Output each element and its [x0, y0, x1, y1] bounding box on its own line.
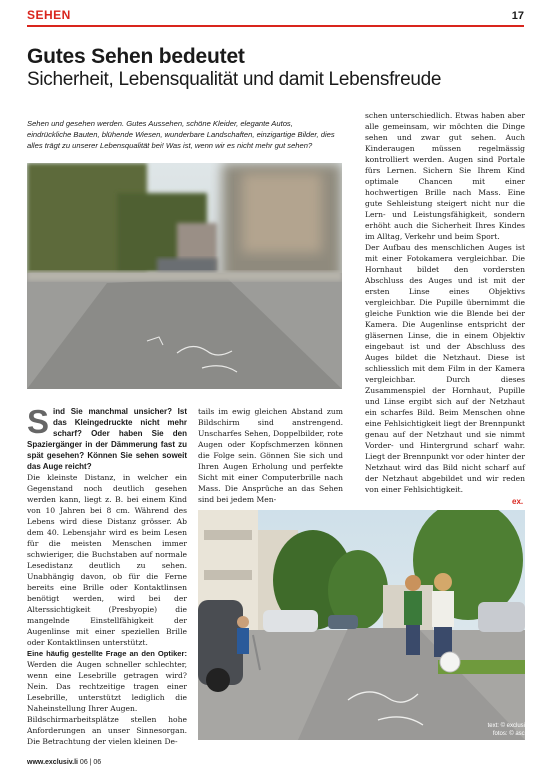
column-right — [365, 110, 525, 495]
footer-issue: 06 | 06 — [79, 759, 102, 766]
footer — [27, 759, 101, 766]
page-number: 17 — [511, 10, 524, 22]
headline: Gutes Sehen bedeutet — [27, 45, 245, 68]
paragraph: Bildschirmarbeitsplätze stellen hohe Anforderungen an unser Sinnesorgan. Die Betrachtung der vielen kleinen De- — [27, 715, 187, 746]
intro-text: Sehen und gesehen werden. Gutes Aussehen, schöne Kleider, elegante Autos, eindrückliche Bauten, blühende Wiesen, wunderbare Landschaften, einzigartige Bilder, dies alles trägt zu unserer Lebensqualität bei! Was ist, wenn wir es nicht mehr gut sehen? — [27, 119, 335, 150]
section-label: SEHEN — [27, 8, 71, 22]
paragraph: Eine häufig gestellte Frage an den Optiker: Werden die Augen schneller schlechter, wenn eine Lesebrille getragen wird? Nein. Das rechtzeitige tragen einer Lesebrille, unterstützt lediglich die Naheinstellung Ihrer Augen. — [27, 649, 187, 713]
header-rule — [27, 25, 524, 27]
ex-mark: ex. — [512, 497, 524, 506]
photo-blurred-street — [27, 163, 342, 389]
paragraph: Der Aufbau des menschlichen Auges ist mit einer Fotokamera vergleichbar. Die Hornhaut bildet den vordersten Abschluss des Auges und ist mit der ersten Linse eines Objektivs vergleichbar. Die Pupille übernimmt die gleiche Funktion wie die Blende bei der Kamera. Die Augenlinse entspricht der gläsernen Linse, die in einem Objektiv eingebaut ist und der Abschluss des Auges bildet die Netzhaut. Diese ist schliesslich mit dem Film in der Kamera vergleichbar. Durch dieses Zusammenspiel der Hornhaut, Pupille und Linse ergibt sich auf der Netzhaut ein scharfes Bild. Beim Menschen ohne eine Fehlsichtigkeit liegt der Brennpunkt genau auf der Netzhaut und sie nimmt Vorder- und Hintergrund scharf wahr. Liegt der Brennpunkt vor oder hinter der Netzhaut wird das Bild nicht scharf auf der Netzhaut abgebildet und wir reden von einer Fehlsichtigkeit. — [365, 243, 525, 494]
paragraph: schen unterschiedlich. Etwas haben aber alle gemeinsam, wir möchten die Dinge sehen und zwar gut sehen. Auch Kinderaugen müssen regelmässig kontrolliert werden. Augen sind Portale fürs Lernen. Sichern Sie Ihrem Kind optimale Chancen mit einer hochwertigen Brille nach Mass. Eine gute Sehleistung steigert nicht nur die Lern- und Leistungsfähigkeit, sondern erhöht auch die Sicherheit Ihres Kindes im Alltag, Verkehr und beim Sport. — [365, 111, 525, 241]
subheadline: Sicherheit, Lebensqualität und damit Lebensfreude — [27, 69, 442, 90]
dropcap: S — [27, 403, 50, 440]
paragraph: Die kleinste Distanz, in welcher ein Gegenstand noch deutlich gesehen werden kann, liegt z. B. bei einem Kind von 10 Jahren bei 8 cm. Während des Lebens wird diese Distanz grösser. Ab dem 40. Lebensjahr wird es beim Lesen für die meisten Menschen immer schwieriger, die Buchstaben auf normale Lesedistanz deutlich zu sehen. Unabhängig davon, ob für die Ferne bereits eine Brille oder Kontaktlinsen benötigt werden, wird bei der Alterssichtigkeit (Presbyopie) die mangelnde Einstellfähigkeit der Augenlinse mit einer speziellen Brille oder Kontaktlinsen unterstützt. — [27, 473, 187, 647]
column-middle — [198, 406, 343, 505]
photo-credits: text: © exclusiv fotos: © asch — [487, 723, 528, 737]
lead-paragraph: Sind Sie manchmal unsicher? Ist das Kleingedruckte nicht mehr scharf? Oder haben Sie den Spaziergänger in der Dämmerung fast zu spät gesehen? Können Sie sehen soweit das Auge reicht? — [27, 403, 187, 471]
paragraph: tails im ewig gleichen Abstand zum Bildschirm sind anstrengend. Unscharfes Sehen, Doppelbilder, rote Augen oder Kopfschmerzen können die Folge sein. Gönnen Sie sich und Ihren Augen Erholung und perfekte Sicht mit einer Computerbrille nach Mass. Die Ansprüche an das Sehen sind bei jedem Men- — [198, 407, 343, 504]
photo-children-street — [198, 510, 525, 740]
column-left — [27, 403, 187, 747]
footer-site: www.exclusiv.li — [27, 759, 78, 766]
